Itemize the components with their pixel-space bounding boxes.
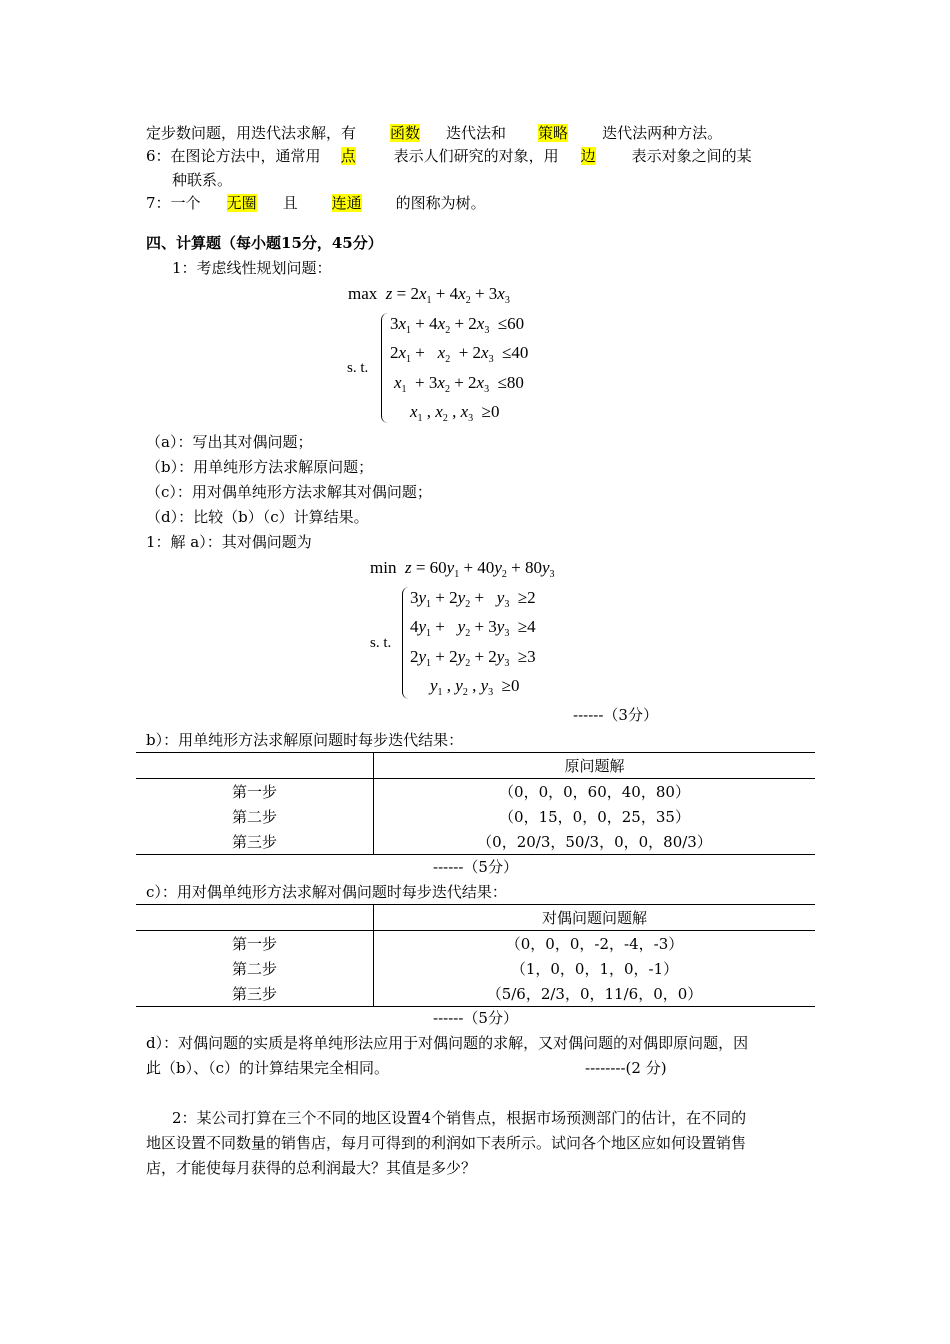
- fill-line-6-num: 6：: [146, 147, 171, 165]
- table-cell-step: 第三步: [136, 981, 374, 1007]
- score-c: ------（5分）: [433, 1009, 518, 1027]
- fill-line-7-mid: 且: [282, 194, 298, 212]
- sol-c-intro: c）：用对偶单纯形方法求解对偶问题时每步迭代结果：: [146, 883, 507, 901]
- dual-constraint-2: $4y_1 + y_2 + 3y_3 \ge 4$: [410, 617, 536, 639]
- q2-line-3: 店，才能使每月获得的总利润最大？其值是多少？: [146, 1159, 477, 1177]
- dual-st-label: s. t.: [370, 635, 392, 651]
- answer-point: 点: [340, 147, 356, 165]
- score-b: ------（5分）: [433, 858, 518, 876]
- score-d: --------(2 分): [585, 1059, 667, 1077]
- primal-iteration-table: [136, 752, 815, 855]
- table-cell-solution: （1，0，0，1，0，-1）: [510, 960, 679, 978]
- fill-line-6-pre: 在图论方法中，通常用: [170, 147, 321, 165]
- q2-line-2: 地区设置不同数量的销售店，每月可得到的利润如下表所示。试问各个地区应如何设置销售: [146, 1134, 747, 1152]
- table-header: 对偶问题问题解: [374, 905, 816, 931]
- table-row: [136, 829, 815, 855]
- table-header-empty: [136, 753, 374, 779]
- part-c: （c）：用对偶单纯形方法求解其对偶问题；: [146, 483, 432, 501]
- table-cell-step: 第二步: [136, 804, 374, 829]
- primal-constraint-1: $3x_1 + 4x_2 + 2x_3 \le 60$: [390, 314, 525, 336]
- dual-brace: [402, 587, 409, 699]
- part-a: （a）：写出其对偶问题；: [146, 433, 313, 451]
- fill-line-6-post: 表示对象之间的某: [631, 147, 752, 165]
- primal-nonneg: $x_1$ , $x_2$ , $x_3 \ge 0$: [410, 402, 500, 424]
- fill-line-7-pre: 一个: [170, 194, 201, 212]
- table-cell-solution: （0，20/3，50/3，0，0，80/3）: [477, 833, 712, 851]
- fill-line-6-cont: 种联系。: [172, 171, 233, 189]
- table-cell-solution: （5/6，2/3，0，11/6，0，0）: [486, 985, 703, 1003]
- fill-line-6-mid: 表示人们研究的对象，用: [393, 147, 559, 165]
- table-cell-step: 第一步: [136, 931, 374, 957]
- table-row: [136, 804, 815, 829]
- table-cell-step: 第二步: [136, 956, 374, 981]
- primal-brace: [381, 313, 388, 423]
- part-d: （d）：比较（b）（c）计算结果。: [146, 508, 369, 526]
- sol-d-line-1: d）：对偶问题的实质是将单纯形法应用于对偶问题的求解，又对偶问题的对偶即原问题，因: [146, 1034, 749, 1052]
- answer-strategy: 策略: [538, 124, 569, 142]
- primal-constraint-2: $2x_1 + x_2 + 2x_3 \le 40$: [390, 343, 529, 365]
- primal-st-label: s. t.: [347, 360, 369, 376]
- fill-line-1-mid: 迭代法和: [446, 124, 507, 142]
- primal-constraint-3: $x_1 + 3x_2 + 2x_3 \le 80$: [394, 373, 524, 395]
- table-header: 原问题解: [374, 753, 816, 779]
- table-row: [136, 931, 815, 957]
- fill-line-7-post: 的图称为树。: [395, 194, 486, 212]
- dual-constraint-1: $3y_1 + 2y_2 + y_3 \ge 2$: [410, 588, 536, 610]
- score-a: ------（3分）: [573, 706, 658, 724]
- dual-nonneg: $y_1$ , $y_2$ , $y_3 \ge 0$: [430, 676, 520, 698]
- answer-edge: 边: [580, 147, 596, 165]
- table-row: [136, 779, 815, 805]
- table-cell-step: 第一步: [136, 779, 374, 805]
- answer-connected: 连通: [331, 194, 362, 212]
- fill-line-1: [146, 123, 722, 143]
- table-cell-step: 第三步: [136, 829, 374, 855]
- q1-intro: 1：考虑线性规划问题：: [172, 259, 332, 277]
- part-b: （b）：用单纯形方法求解原问题；: [146, 458, 374, 476]
- primal-objective: $\max z = 2x_1 + 4x_2 + 3x_3$: [348, 284, 510, 306]
- fill-line-7-num: 7：: [146, 194, 171, 212]
- table-row: [136, 956, 815, 981]
- fill-line-6: [146, 146, 752, 166]
- table-cell-solution: （0，0，0，-2，-4，-3）: [505, 935, 684, 953]
- answer-acyclic: 无圈: [226, 194, 257, 212]
- sol-a-intro: 1：解 a）：其对偶问题为: [146, 533, 312, 551]
- table-cell-solution: （0，0，0，60，40，80）: [499, 783, 690, 801]
- fill-line-1-pre: 定步数问题，用迭代法求解，有: [146, 124, 357, 142]
- section-heading: 四、计算题（每小题15分，45分）: [146, 234, 383, 252]
- dual-objective: $\min z = 60y_1 + 40y_2 + 80y_3$: [370, 558, 555, 580]
- table-row: [136, 981, 815, 1007]
- sol-d-line-2: 此（b）、（c）的计算结果完全相同。: [146, 1059, 390, 1077]
- answer-function: 函数: [390, 124, 421, 142]
- fill-line-1-post: 迭代法两种方法。: [602, 124, 723, 142]
- sol-b-intro: b）：用单纯形方法求解原问题时每步迭代结果：: [146, 731, 464, 749]
- q2-line-1: 2：某公司打算在三个不同的地区设置4个销售点，根据市场预测部门的估计，在不同的: [172, 1109, 747, 1127]
- table-cell-solution: （0，15，0，0，25，35）: [499, 808, 690, 826]
- dual-constraint-3: $2y_1 + 2y_2 + 2y_3 \ge 3$: [410, 647, 536, 669]
- table-header-empty: [136, 905, 374, 931]
- fill-line-7: [146, 193, 486, 213]
- dual-iteration-table: [136, 904, 815, 1007]
